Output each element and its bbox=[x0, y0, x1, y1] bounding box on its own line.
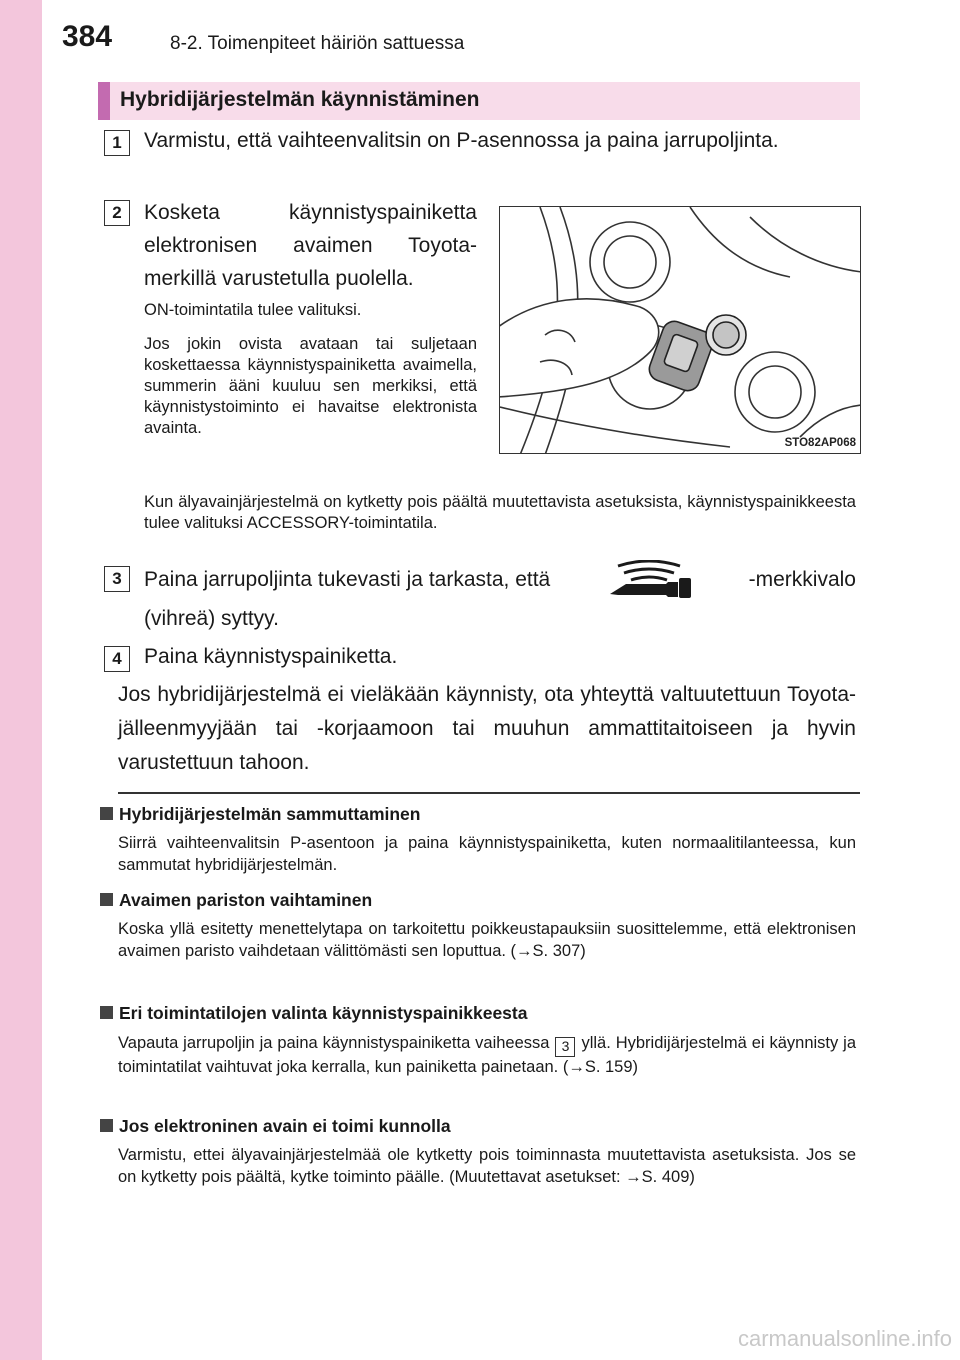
key-touching-start-button-illustration bbox=[500, 207, 861, 454]
bullet-square-icon bbox=[100, 807, 113, 820]
note-1-title: Hybridijärjestelmän sammuttaminen bbox=[100, 804, 420, 825]
step-4-text: Paina käynnistyspainiketta. bbox=[144, 645, 398, 668]
watermark: carmanualsonline.info bbox=[737, 1326, 952, 1351]
closing-paragraph: Jos hybridijärjestelmä ei vieläkään käynnisty, ota yhteyttä valtuutettuun Toyota-jälleenmyyjään tai -korjaamoon tai muuhun ammattitaitoiseen ja hyvin varustettuun tahoon. bbox=[118, 683, 856, 774]
note-2-title: Avaimen pariston vaihtaminen bbox=[100, 890, 372, 911]
step-4-number: 4 bbox=[104, 646, 130, 672]
step-2-note-door: Jos jokin ovista avataan tai suljetaan koskettaessa käynnistyspainiketta avaimella, summerin ääni kuuluu sen merkiksi, että käynnistystoiminto ei havaitse elektronista avainta. bbox=[144, 335, 477, 437]
step-3-text-before: Paina jarrupoljinta tukevasti ja tarkasta, että bbox=[144, 567, 551, 591]
step-2-note-accessory: Kun älyavainjärjestelmä on kytketty pois päältä muutettavista asetuksista, käynnistyspainikkeesta tulee valituksi ACCESSORY-toimintatila. bbox=[144, 493, 856, 532]
step-3-line-1 bbox=[144, 560, 856, 598]
note-4-title: Jos elektroninen avain ei toimi kunnolla bbox=[100, 1116, 451, 1137]
step-3-text-after: -merkkivalo bbox=[748, 567, 856, 591]
step-reference-box: 3 bbox=[555, 1037, 575, 1057]
step-1-number: 1 bbox=[104, 130, 130, 156]
step-2-text: Kosketa käynnistyspainiketta elektronisen avaimen Toyota-merkillä varustetulla puolella. bbox=[144, 201, 477, 290]
ready-indicator-icon bbox=[606, 560, 692, 598]
chapter-title: 8-2. Toimenpiteet häiriön sattuessa bbox=[170, 33, 465, 54]
note-3-body: Vapauta jarrupoljin ja paina käynnistyspainiketta vaiheessa 3 yllä. Hybridijärjestelmä ei käynnisty ja toimintatilat vaihtuvat joka kerralla, kun painiketta painetaan. (→S. 159) bbox=[118, 1034, 856, 1076]
bullet-square-icon bbox=[100, 1119, 113, 1132]
bullet-square-icon bbox=[100, 893, 113, 906]
start-button-illustration bbox=[499, 206, 861, 454]
side-color-band bbox=[0, 0, 42, 1360]
step-2-number: 2 bbox=[104, 200, 130, 226]
bullet-square-icon bbox=[100, 1006, 113, 1019]
step-3-number: 3 bbox=[104, 566, 130, 592]
step-2-note-on: ON-toimintatila tulee valituksi. bbox=[144, 301, 362, 319]
step-3-line-2: (vihreä) syttyy. bbox=[144, 607, 279, 630]
note-4-body: Varmistu, ettei älyavainjärjestelmää ole kytketty pois toiminnasta muutettavista asetuksista. Jos se on kytketty pois päältä, kytke toiminto päälle. (Muutettavat asetukset: →S. 409) bbox=[118, 1146, 856, 1186]
note-3-title: Eri toimintatilojen valinta käynnistyspainikkeesta bbox=[100, 1003, 527, 1024]
step-1-text: Varmistu, että vaihteenvalitsin on P-asennossa ja paina jarrupoljinta. bbox=[144, 129, 779, 152]
note-2-body: Koska yllä esitetty menettelytapa on tarkoitettu poikkeustapauksiin suosittelemme, että elektronisen avaimen paristo vaihdetaan välittömästi sen loputtua. (→S. 307) bbox=[118, 920, 856, 960]
section-header bbox=[98, 82, 860, 120]
illustration-code: STO82AP068 bbox=[784, 437, 856, 449]
page-number: 384 bbox=[62, 20, 113, 53]
section-divider bbox=[118, 792, 860, 794]
section-title: Hybridijärjestelmän käynnistäminen bbox=[120, 88, 480, 111]
note-1-body: Siirrä vaihteenvalitsin P-asentoon ja paina käynnistyspainiketta, kuten normaalitilanteessa, kun sammutat hybridijärjestelmän. bbox=[118, 834, 856, 874]
